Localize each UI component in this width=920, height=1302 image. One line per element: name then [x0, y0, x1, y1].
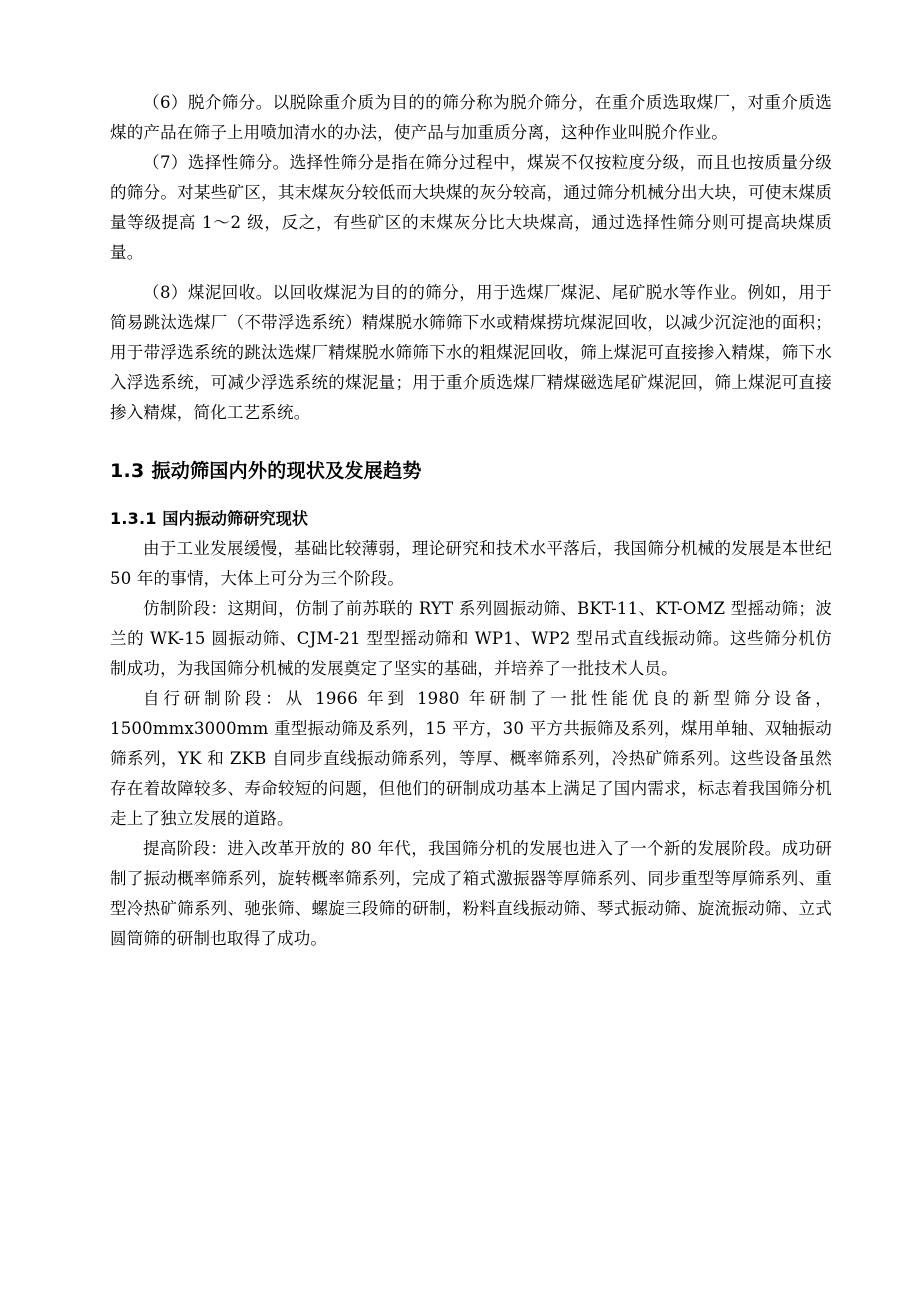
paragraph-intro: 由于工业发展缓慢，基础比较薄弱，理论研究和技术水平落后，我国筛分机械的发展是本世纪 50 年的事情，大体上可分为三个阶段。: [110, 539, 832, 588]
subsection-heading: 1.3.1 国内振动筛研究现状: [110, 509, 309, 528]
section-heading: 1.3 振动筛国内外的现状及发展趋势: [110, 460, 422, 482]
paragraph-imitation-stage: 仿制阶段：这期间，仿制了前苏联的 RYT 系列圆振动筛、BKT-11、KT-OMZ 型摇动筛；波兰的 WK-15 圆振动筛、CJM-21 型型摇动筛和 WP1、WP2 型吊式直线振动筛。这些筛分机仿制成功，为我国筛分机械的发展奠定了坚实的基础，并培养了一批技术人员。: [110, 599, 832, 678]
paragraph-self-development-stage: 自行研制阶段：从 1966 年到 1980 年研制了一批性能优良的新型筛分设备，1500mmx3000mm 重型振动筛及系列，15 平方，30 平方共振筛及系列，煤用单轴、双轴振动筛系列，YK 和 ZKB 自同步直线振动筛系列，等厚、概率筛系列，冷热矿筛系列。这些设备虽然存在着故障较多、寿命较短的问题，但他们的研制成功基本上满足了国内需求，标志着我国筛分机走上了独立发展的道路。: [110, 689, 832, 828]
document-page: [110, 88, 832, 954]
paragraph-improvement-stage: 提高阶段：进入改革开放的 80 年代，我国筛分机的发展也进入了一个新的发展阶段。成功研制了振动概率筛系列，旋转概率筛系列，完成了箱式激振器等厚筛系列、同步重型等厚筛系列、重型冷热矿筛系列、驰张筛、螺旋三段筛的研制，粉料直线振动筛、琴式振动筛、旋流振动筛、立式圆筒筛的研制也取得了成功。: [110, 839, 832, 948]
paragraph-slime-recovery: （8）煤泥回收。以回收煤泥为目的的筛分，用于选煤厂煤泥、尾矿脱水等作业。例如，用于简易跳汰选煤厂（不带浮选系统）精煤脱水筛筛下水或精煤捞坑煤泥回收，以减少沉淀池的面积；用于带浮选系统的跳汰选煤厂精煤脱水筛筛下水的粗煤泥回收，筛上煤泥可直接掺入精煤，筛下水入浮选系统，可减少浮选系统的煤泥量；用于重介质选煤厂精煤磁选尾矿煤泥回，筛上煤泥可直接掺入精煤，简化工艺系统。: [110, 283, 832, 422]
paragraph-desliming-screening: （6）脱介筛分。以脱除重介质为目的的筛分称为脱介筛分，在重介质选取煤厂，对重介质选煤的产品在筛子上用喷加清水的办法，使产品与加重质分离，这种作业叫脱介作业。: [110, 93, 832, 142]
paragraph-selective-screening: （7）选择性筛分。选择性筛分是指在筛分过程中，煤炭不仅按粒度分级，而且也按质量分级的筛分。对某些矿区，其末煤灰分较低而大块煤的灰分较高，通过筛分机械分出大块，可使末煤质量等级提高 1～2 级，反之，有些矿区的末煤灰分比大块煤高，通过选择性筛分则可提高块煤质量。: [110, 153, 832, 262]
